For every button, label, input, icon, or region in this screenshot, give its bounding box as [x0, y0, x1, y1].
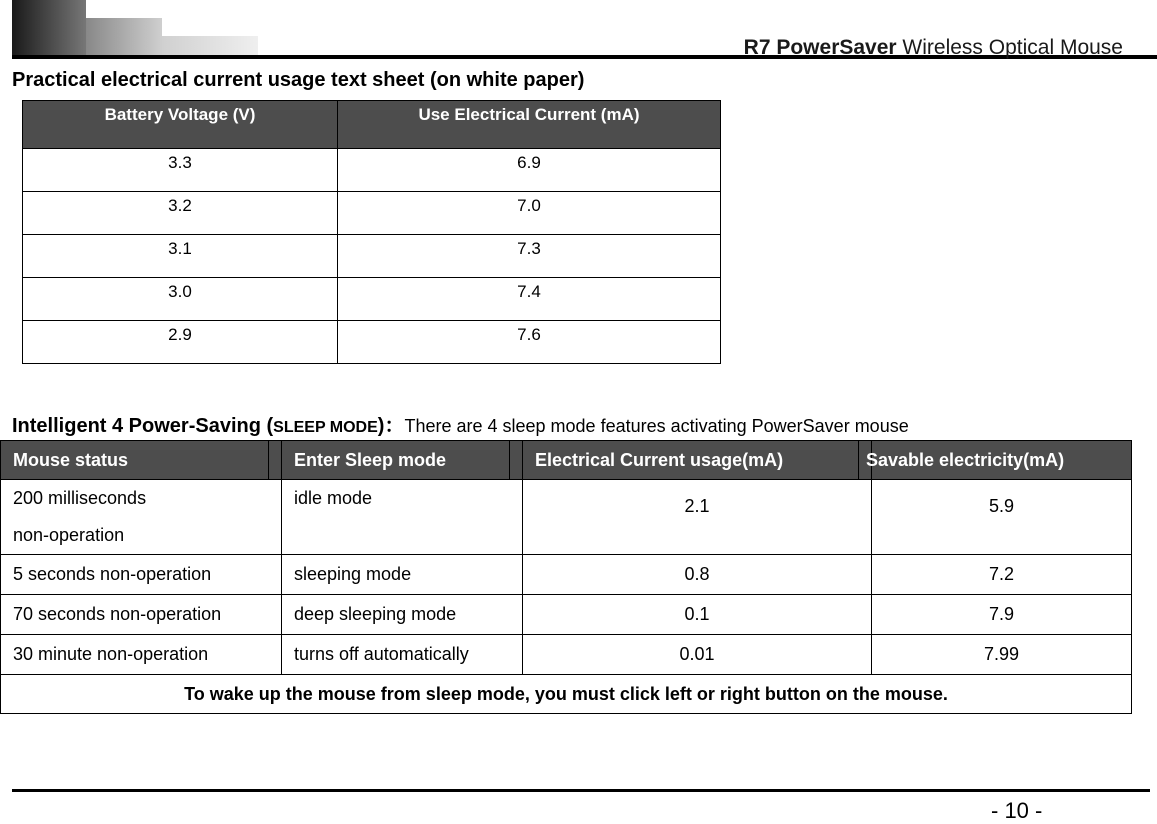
voltage-cell: 3.3: [23, 149, 338, 192]
status-cell: 200 milliseconds non-operation: [1, 480, 282, 555]
status-cell: 70 seconds non-operation: [1, 595, 282, 635]
mode-cell: turns off automatically: [282, 635, 523, 675]
column-header-battery-voltage: Battery Voltage (V): [23, 101, 338, 149]
current-cell: 2.1: [523, 480, 872, 555]
table-row: [23, 192, 721, 235]
section-heading-close: )：: [377, 415, 405, 437]
voltage-cell: 3.1: [23, 235, 338, 278]
header-gradient-logo: [12, 0, 258, 58]
savable-cell: 5.9: [872, 480, 1132, 555]
table-row: [23, 321, 721, 364]
status-cell: 30 minute non-operation: [1, 635, 282, 675]
status-cell: 5 seconds non-operation: [1, 555, 282, 595]
savable-cell: 7.9: [872, 595, 1132, 635]
current-cell: 7.3: [338, 235, 721, 278]
mode-cell: deep sleeping mode: [282, 595, 523, 635]
section-heading-sleep-mode: SLEEP MODE: [273, 419, 378, 436]
table-row: [23, 278, 721, 321]
column-header-savable: Savable electricity(mA): [872, 441, 1132, 480]
table-row: [23, 149, 721, 192]
header-spacer: [510, 441, 523, 480]
current-cell: 7.6: [338, 321, 721, 364]
column-header-sleep-mode: Enter Sleep mode: [282, 441, 510, 480]
document-header-title: [744, 36, 1123, 60]
table-row: [1, 635, 1132, 675]
header-title-rest: Wireless Optical Mouse: [896, 36, 1123, 59]
current-cell: 0.1: [523, 595, 872, 635]
voltage-cell: 2.9: [23, 321, 338, 364]
table-row: [1, 595, 1132, 635]
page-number: - 10 -: [991, 798, 1043, 823]
mode-cell: idle mode: [282, 480, 523, 555]
header-spacer: [269, 441, 282, 480]
current-cell: 7.0: [338, 192, 721, 235]
current-cell: 0.01: [523, 635, 872, 675]
current-cell: 0.8: [523, 555, 872, 595]
current-cell: 7.4: [338, 278, 721, 321]
column-header-current-usage: Electrical Current usage(mA): [523, 441, 859, 480]
voltage-cell: 3.0: [23, 278, 338, 321]
header-title-bold: R7 PowerSaver: [743, 36, 897, 59]
table-header-row: [23, 101, 721, 149]
table-row: [1, 480, 1132, 555]
column-header-current: Use Electrical Current (mA): [338, 101, 721, 149]
section-description: There are 4 sleep mode features activating PowerSaver mouse: [404, 416, 909, 436]
savable-cell: 7.99: [872, 635, 1132, 675]
table-header-row: [1, 441, 1132, 480]
section-heading: [12, 409, 909, 438]
section-heading-main: Intelligent 4 Power-Saving (: [12, 415, 274, 437]
table-note-row: [1, 675, 1132, 714]
current-cell: 6.9: [338, 149, 721, 192]
mode-cell: sleeping mode: [282, 555, 523, 595]
voltage-current-table: [22, 100, 721, 364]
voltage-cell: 3.2: [23, 192, 338, 235]
wake-up-note: To wake up the mouse from sleep mode, you must click left or right button on the mouse.: [1, 675, 1132, 714]
footer-rule: [12, 789, 1150, 792]
sheet-title: Practical electrical current usage text sheet (on white paper): [12, 69, 585, 91]
table-row: [23, 235, 721, 278]
sleep-mode-table: [0, 440, 1132, 714]
column-header-mouse-status: Mouse status: [1, 441, 269, 480]
table-row: [1, 555, 1132, 595]
savable-cell: 7.2: [872, 555, 1132, 595]
